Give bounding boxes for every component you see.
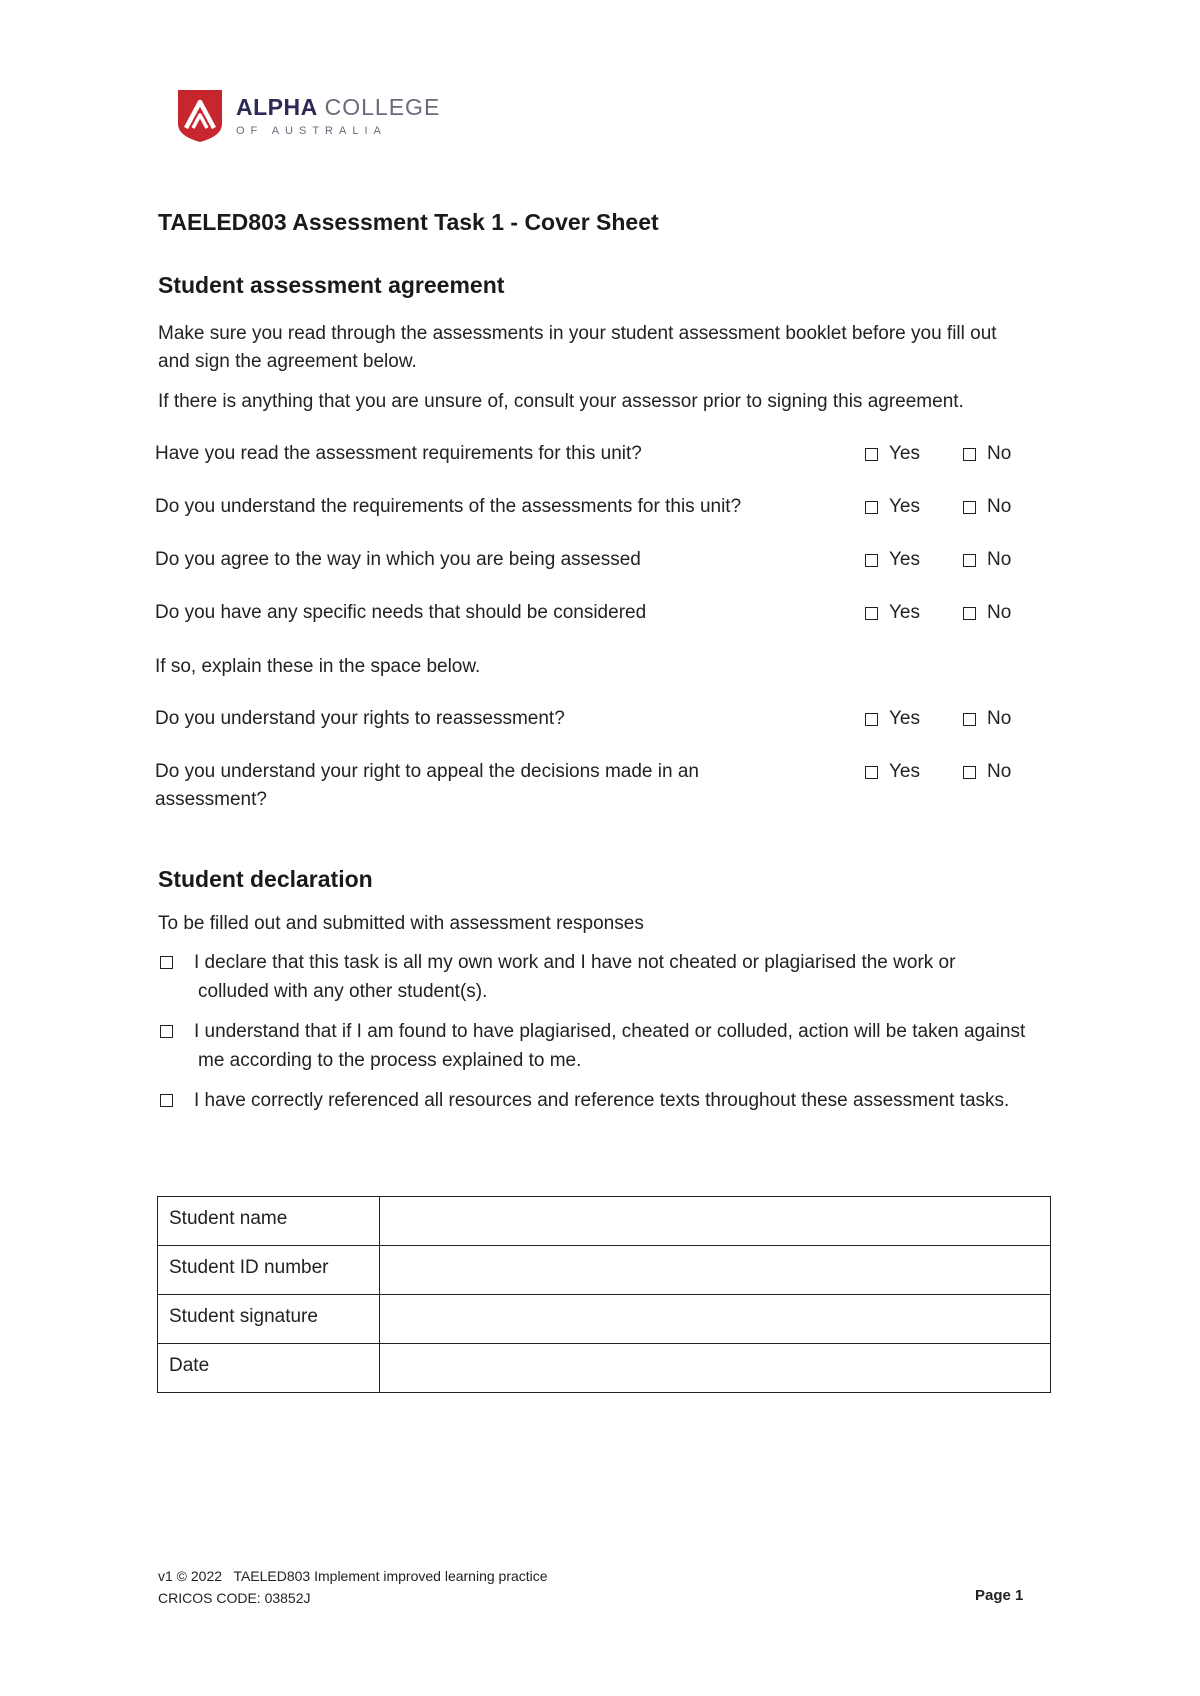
declaration-checkbox[interactable] (160, 1025, 173, 1038)
date-field[interactable] (380, 1344, 1051, 1393)
table-row (158, 1197, 1051, 1246)
no-label: No (987, 708, 1012, 729)
table-row (158, 1246, 1051, 1295)
explain-note: If so, explain these in the space below. (155, 656, 481, 677)
student-name-label: Student name (158, 1197, 380, 1246)
student-signature-field[interactable] (380, 1295, 1051, 1344)
checkbox-icon (963, 554, 976, 567)
checkbox-icon (865, 501, 878, 514)
question-text: Do you understand the requirements of the assessments for this unit? (155, 496, 742, 517)
yes-checkbox[interactable] (865, 493, 920, 521)
yes-checkbox[interactable] (865, 546, 920, 574)
question-text: Do you understand your right to appeal the decisions made in an assessment? (155, 761, 699, 810)
declaration-text: I understand that if I am found to have plagiarised, cheated or colluded, action will be taken against me according to the process explained to me. (194, 1021, 1026, 1071)
agreement-intro-1: Make sure you read through the assessments in your student assessment booklet before you fill out and sign the agreement below. (158, 323, 997, 372)
student-id-label: Student ID number (158, 1246, 380, 1295)
checkbox-icon (963, 713, 976, 726)
yes-checkbox[interactable] (865, 599, 920, 627)
declaration-intro: To be filled out and submitted with assessment responses (158, 913, 644, 934)
checkbox-icon (963, 448, 976, 461)
student-details-table (157, 1196, 1051, 1393)
no-checkbox[interactable] (963, 440, 1011, 468)
no-checkbox[interactable] (963, 599, 1011, 627)
no-checkbox[interactable] (963, 758, 1011, 786)
no-label: No (987, 602, 1012, 623)
footer-version-line: v1 © 2022 TAELED803 Implement improved learning practice (158, 1568, 548, 1584)
footer-cricos-code: CRICOS CODE: 03852J (158, 1590, 311, 1606)
no-label: No (987, 496, 1012, 517)
logo-brand-bold: ALPHA (236, 93, 318, 120)
declaration-item-2 (158, 1017, 1028, 1075)
declaration-checkbox[interactable] (160, 1094, 173, 1107)
question-text: Do you understand your rights to reassessment? (155, 708, 565, 729)
yes-label: Yes (889, 708, 920, 729)
yes-checkbox[interactable] (865, 440, 920, 468)
page-number: Page 1 (975, 1587, 1024, 1604)
declaration-item-3 (158, 1086, 1028, 1115)
date-label: Date (158, 1344, 380, 1393)
yes-checkbox[interactable] (865, 705, 920, 733)
declaration-item-1 (158, 948, 1028, 1006)
yes-label: Yes (889, 549, 920, 570)
logo-brand-light: COLLEGE (324, 93, 441, 120)
no-label: No (987, 761, 1012, 782)
declaration-checkbox[interactable] (160, 956, 173, 969)
yes-label: Yes (889, 443, 920, 464)
yes-label: Yes (889, 496, 920, 517)
no-checkbox[interactable] (963, 493, 1011, 521)
declaration-text: I have correctly referenced all resources and reference texts throughout these assessment tasks. (194, 1090, 1010, 1111)
checkbox-icon (865, 448, 878, 461)
no-label: No (987, 549, 1012, 570)
checkbox-icon (865, 607, 878, 620)
checkbox-icon (963, 607, 976, 620)
alpha-college-logo-icon (176, 88, 224, 144)
page-footer (158, 1565, 548, 1609)
declaration-heading: Student declaration (158, 866, 373, 892)
question-text: Do you have any specific needs that should be considered (155, 602, 647, 623)
checkbox-icon (963, 766, 976, 779)
yes-checkbox[interactable] (865, 758, 920, 786)
declaration-text: I declare that this task is all my own work and I have not cheated or plagiarised the work or colluded with any other student(s). (194, 952, 956, 1002)
no-label: No (987, 443, 1012, 464)
college-logo (176, 88, 440, 144)
agreement-intro-2: If there is anything that you are unsure of, consult your assessor prior to signing this agreement. (158, 391, 964, 412)
yes-label: Yes (889, 761, 920, 782)
table-row (158, 1344, 1051, 1393)
document-title: TAELED803 Assessment Task 1 - Cover Sheet (158, 209, 659, 235)
question-text: Have you read the assessment requirements for this unit? (155, 443, 642, 464)
table-row (158, 1295, 1051, 1344)
logo-subline: OF AUSTRALIA (236, 124, 387, 137)
checkbox-icon (865, 766, 878, 779)
checkbox-icon (963, 501, 976, 514)
checkbox-icon (865, 713, 878, 726)
checkbox-icon (865, 554, 878, 567)
yes-label: Yes (889, 602, 920, 623)
logo-brand-name (236, 93, 441, 120)
agreement-heading: Student assessment agreement (158, 272, 505, 298)
question-text: Do you agree to the way in which you are being assessed (155, 549, 641, 570)
student-id-field[interactable] (380, 1246, 1051, 1295)
student-signature-label: Student signature (158, 1295, 380, 1344)
no-checkbox[interactable] (963, 705, 1011, 733)
student-name-field[interactable] (380, 1197, 1051, 1246)
no-checkbox[interactable] (963, 546, 1011, 574)
